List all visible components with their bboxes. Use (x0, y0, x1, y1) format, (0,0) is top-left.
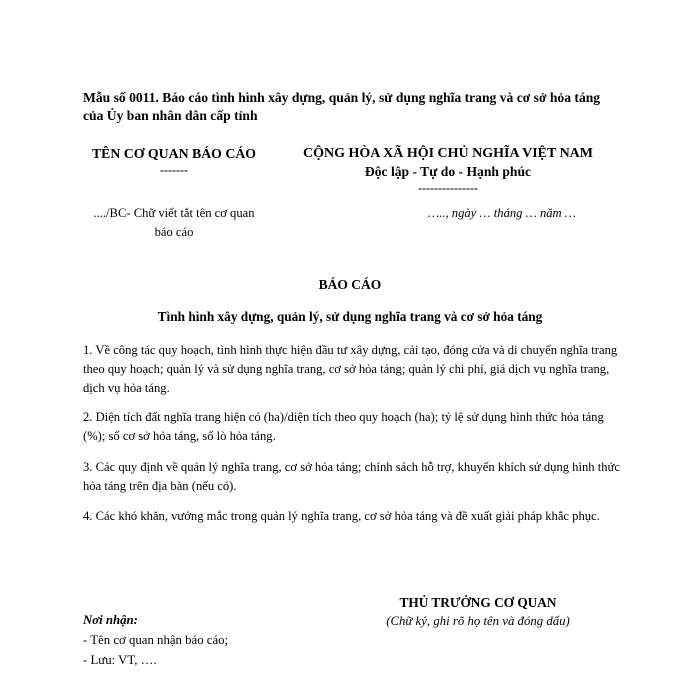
report-subtitle: Tình hình xây dựng, quản lý, sử dụng nghĩa trang và cơ sở hỏa táng (157, 309, 543, 324)
recipients-block (83, 610, 343, 670)
paragraph: 3. Các quy định về quản lý nghĩa trang, cơ sở hỏa táng; chính sách hỗ trợ, khuyến khích sử dụng hình thức hỏa táng trên địa bàn (nếu có). (83, 460, 620, 493)
recipient-item: - Tên cơ quan nhận báo cáo; (83, 633, 229, 647)
signer-block (348, 594, 608, 630)
motto-divider: --------------- (418, 181, 478, 195)
paragraph: 1. Về công tác quy hoạch, tình hình thực hiện đầu tư xây dựng, cải tạo, đóng cửa và di chuyển nghĩa trang theo quy hoạch; quản lý và sử dụng nghĩa trang, cơ sở hỏa táng; quản lý chi phí, giá dịch vụ nghĩa trang, dịch vụ hỏa táng. (83, 343, 618, 395)
paragraph: 4. Các khó khăn, vướng mắc trong quản lý nghĩa trang, cơ sở hỏa táng và đề xuất giải pháp khắc phục. (83, 509, 600, 523)
date-line: ….., ngày … tháng … năm … (428, 206, 576, 220)
agency-divider: ------- (160, 163, 188, 177)
paragraph: 2. Diện tích đất nghĩa trang hiện có (ha)/diện tích theo quy hoạch (ha); tỷ lệ sử dụng hình thức hỏa táng (%); số cơ sở hỏa táng, số lò hỏa táng. (83, 410, 604, 443)
report-title: BÁO CÁO (318, 277, 382, 292)
document-number (76, 204, 272, 242)
signer-title: THỦ TRƯỞNG CƠ QUAN (399, 595, 557, 610)
agency-block (76, 145, 272, 179)
national-header (270, 145, 626, 195)
national-motto: Độc lập - Tự do - Hạnh phúc (364, 164, 532, 179)
recipients-label: Nơi nhận: (83, 613, 138, 627)
document-number-line: ..../BC- Chữ viết tắt tên cơ quan (93, 206, 255, 220)
signer-note: (Chữ ký, ghi rõ họ tên và đóng dấu) (386, 614, 570, 628)
form-heading: Mẫu số 0011. Báo cáo tình hình xây dựng, quản lý, sử dụng nghĩa trang và cơ sở hỏa táng của Ủy ban nhân dân cấp tỉnh (83, 90, 601, 123)
recipient-item: - Lưu: VT, …. (83, 653, 157, 667)
country-name: CỘNG HÒA XÃ HỘI CHỦ NGHĨA VIỆT NAM (302, 146, 593, 161)
agency-name: TÊN CƠ QUAN BÁO CÁO (91, 146, 257, 161)
document-number-line: báo cáo (154, 225, 194, 239)
